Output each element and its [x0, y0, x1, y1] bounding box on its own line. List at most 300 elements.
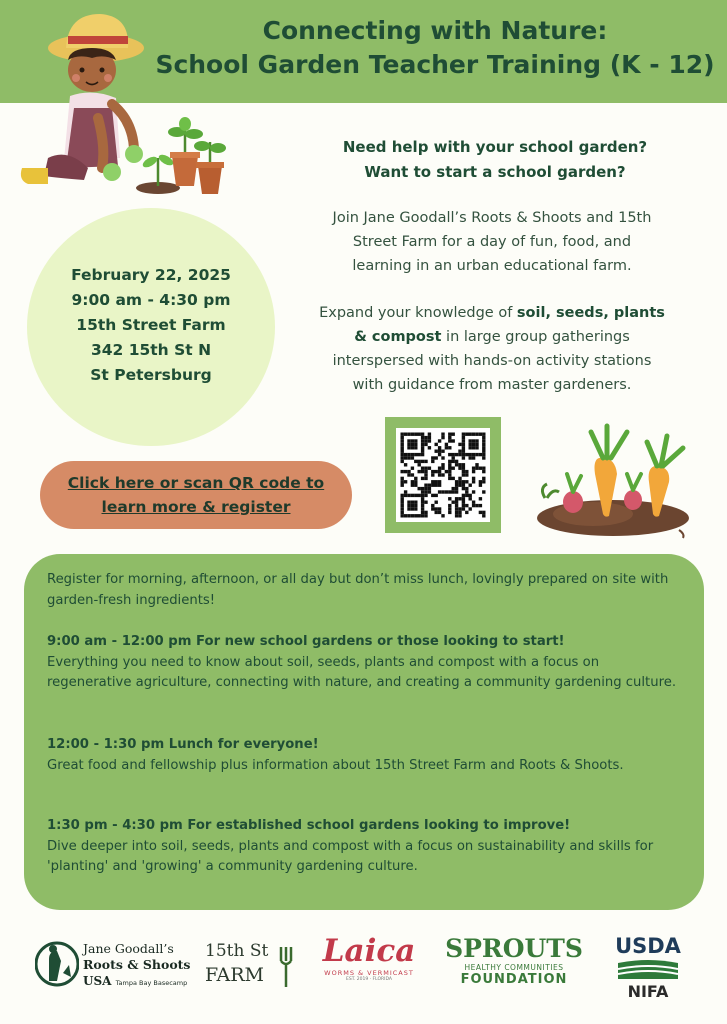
qr-module — [455, 490, 458, 493]
qr-module — [469, 484, 472, 487]
qr-module — [441, 450, 444, 453]
qr-module — [438, 490, 441, 493]
expand-bold: soil, seeds, plants — [516, 305, 665, 321]
qr-module — [462, 504, 465, 507]
qr-module — [431, 507, 434, 510]
qr-module — [462, 463, 465, 466]
qr-module — [452, 477, 455, 480]
qr-module — [482, 480, 485, 483]
qr-module — [435, 456, 438, 459]
qr-module — [418, 463, 421, 466]
cta-line-1: Click here or scan QR code to — [67, 474, 325, 492]
usda-field-icon — [618, 959, 678, 979]
qr-module — [438, 507, 441, 510]
qr-module — [479, 484, 482, 487]
qr-module — [411, 484, 414, 487]
title-line-2: School Garden Teacher Training (K - 12) — [155, 50, 715, 79]
qr-module — [401, 497, 404, 500]
qr-module — [462, 450, 465, 453]
jg-usda: USA — [83, 974, 112, 988]
qr-module — [462, 480, 465, 483]
qr-module — [445, 470, 448, 473]
qr-module — [458, 514, 461, 517]
qr-module — [418, 470, 421, 473]
roots-shoots-logo — [35, 937, 190, 991]
qr-module — [404, 514, 407, 517]
qr-module — [479, 453, 482, 456]
qr-module — [404, 490, 407, 493]
qr-module — [441, 436, 444, 439]
qr-module — [448, 473, 451, 476]
qr-module — [404, 480, 407, 483]
qr-module — [431, 494, 434, 497]
qr-module — [479, 467, 482, 470]
qr-module — [407, 453, 410, 456]
qr-module — [407, 433, 410, 436]
qr-module — [458, 511, 461, 514]
qr-module — [428, 484, 431, 487]
qr-module — [401, 477, 404, 480]
qr-module — [401, 433, 404, 436]
schedule-intro: Register for morning, afternoon, or all day but don’t miss lunch, lovingly prepared on site with garden-fresh ingredients! — [47, 572, 669, 608]
qr-module — [418, 433, 421, 436]
qr-module — [438, 470, 441, 473]
qr-module — [465, 470, 468, 473]
qr-module — [452, 433, 455, 436]
qr-module — [428, 436, 431, 439]
qr-module — [404, 456, 407, 459]
session-lunch-title: 12:00 - 1:30 pm Lunch for everyone! — [47, 737, 319, 752]
laica-logo — [318, 933, 420, 997]
qr-module — [435, 450, 438, 453]
qr-module — [462, 470, 465, 473]
qr-module — [431, 470, 434, 473]
qr-module — [424, 439, 427, 442]
page-title — [150, 14, 720, 82]
qr-module — [455, 507, 458, 510]
qr-module — [411, 456, 414, 459]
qr-module — [482, 439, 485, 442]
qr-module — [435, 511, 438, 514]
qr-module — [431, 484, 434, 487]
session-afternoon-body: Dive deeper into soil, seeds, plants and compost with a focus on sustainability and skills for 'planting' and 'growing' a community gardening culture. — [47, 838, 654, 874]
qr-module — [455, 480, 458, 483]
qr-module — [414, 494, 417, 497]
qr-module — [458, 463, 461, 466]
qr-module — [424, 443, 427, 446]
qr-module — [418, 460, 421, 463]
qr-module — [424, 501, 427, 504]
qr-module — [401, 511, 404, 514]
qr-module — [475, 433, 478, 436]
qr-module — [458, 453, 461, 456]
qr-module — [445, 490, 448, 493]
qr-module — [472, 501, 475, 504]
qr-module — [448, 507, 451, 510]
qr-module — [455, 460, 458, 463]
qr-module — [452, 487, 455, 490]
jg-sub: Tampa Bay Basecamp — [115, 979, 188, 987]
qr-module — [458, 484, 461, 487]
qr-module — [482, 456, 485, 459]
roots-shoots-emblem-icon — [35, 937, 79, 991]
qr-module — [462, 439, 465, 442]
qr-module — [404, 453, 407, 456]
qr-module — [438, 484, 441, 487]
qr-module — [411, 433, 414, 436]
qr-module — [472, 443, 475, 446]
qr-module — [455, 511, 458, 514]
qr-module — [469, 453, 472, 456]
qr-module — [452, 460, 455, 463]
qr-module — [428, 446, 431, 449]
qr-module — [438, 511, 441, 514]
qr-module — [465, 453, 468, 456]
session-afternoon — [47, 816, 687, 878]
qr-module — [435, 494, 438, 497]
event-city: St Petersburg — [90, 366, 212, 384]
qr-module — [424, 494, 427, 497]
qr-module — [424, 467, 427, 470]
qr-module — [401, 453, 404, 456]
expand-bold-2: & compost — [354, 329, 442, 345]
qr-module — [421, 470, 424, 473]
expand-line-3: interspersed with hands-on activity stations — [332, 353, 652, 369]
qr-module — [401, 470, 404, 473]
qr-module — [482, 490, 485, 493]
qr-module — [431, 473, 434, 476]
qr-module — [441, 467, 444, 470]
qr-module — [448, 463, 451, 466]
qr-module — [472, 504, 475, 507]
jg-line-1: Jane Goodall’s — [83, 941, 174, 956]
qr-module — [482, 514, 485, 517]
qr-module — [407, 470, 410, 473]
qr-module — [418, 487, 421, 490]
gardener-illustration — [8, 8, 228, 198]
qr-module — [455, 484, 458, 487]
qr-module — [482, 450, 485, 453]
qr-module — [421, 453, 424, 456]
qr-module — [472, 470, 475, 473]
qr-module — [479, 497, 482, 500]
qr-module — [452, 490, 455, 493]
qr-module — [458, 497, 461, 500]
title-line-1: Connecting with Nature: — [262, 16, 608, 45]
question-1: Need help with your school garden? — [342, 138, 648, 156]
join-paragraph — [292, 206, 692, 278]
event-details — [27, 263, 275, 388]
qr-module — [421, 443, 424, 446]
qr-module — [414, 439, 417, 442]
qr-module — [452, 456, 455, 459]
intro-questions — [300, 135, 690, 185]
15th-street-farm-logo — [203, 941, 298, 993]
qr-module — [475, 446, 478, 449]
qr-module — [462, 436, 465, 439]
qr-module — [455, 514, 458, 517]
qr-module — [475, 504, 478, 507]
expand-line-2 — [292, 325, 692, 349]
qr-module — [472, 480, 475, 483]
qr-module — [482, 511, 485, 514]
qr-module — [465, 490, 468, 493]
qr-module — [438, 473, 441, 476]
qr-module — [441, 433, 444, 436]
qr-module — [469, 494, 472, 497]
qr-module — [472, 439, 475, 442]
event-venue: 15th Street Farm — [76, 316, 226, 334]
qr-module — [411, 494, 414, 497]
qr-module — [445, 443, 448, 446]
qr-module — [401, 504, 404, 507]
qr-module — [401, 494, 404, 497]
qr-module — [401, 446, 404, 449]
qr-module — [411, 501, 414, 504]
qr-module — [411, 467, 414, 470]
qr-module — [424, 511, 427, 514]
qr-module — [404, 463, 407, 466]
qr-module — [424, 514, 427, 517]
qr-module — [455, 504, 458, 507]
qr-module — [421, 487, 424, 490]
qr-module — [421, 446, 424, 449]
qr-module — [407, 504, 410, 507]
session-morning — [47, 632, 687, 694]
qr-module — [424, 490, 427, 493]
qr-module — [482, 443, 485, 446]
qr-module — [411, 480, 414, 483]
qr-module — [418, 494, 421, 497]
qr-module — [424, 460, 427, 463]
qr-module — [411, 507, 414, 510]
qr-module — [479, 433, 482, 436]
expand-rest-1: in large group gatherings — [441, 329, 630, 345]
qr-module — [404, 470, 407, 473]
fork-icon — [277, 945, 295, 989]
qr-module — [458, 467, 461, 470]
join-line-3: learning in an urban educational farm. — [352, 258, 632, 274]
qr-module — [482, 467, 485, 470]
qr-module — [482, 433, 485, 436]
qr-module — [421, 477, 424, 480]
qr-code[interactable] — [385, 417, 501, 533]
sprouts-sub: HEALTHY COMMUNITIES — [464, 963, 564, 972]
qr-module — [428, 490, 431, 493]
qr-module — [482, 453, 485, 456]
qr-module — [448, 511, 451, 514]
qr-module — [401, 436, 404, 439]
qr-module — [448, 477, 451, 480]
qr-module — [441, 473, 444, 476]
qr-module — [455, 501, 458, 504]
qr-module — [421, 504, 424, 507]
qr-module — [421, 514, 424, 517]
qr-module — [435, 501, 438, 504]
qr-module — [472, 453, 475, 456]
laica-name: Laica — [322, 933, 416, 969]
qr-module — [414, 501, 417, 504]
expand-start: Expand your knowledge of — [319, 305, 517, 321]
expand-line-4: with guidance from master gardeners. — [352, 377, 632, 393]
qr-module — [404, 494, 407, 497]
qr-module — [401, 439, 404, 442]
farm-line-2: FARM — [205, 964, 265, 986]
session-morning-body: Everything you need to know about soil, seeds, plants and compost with a focus on regenerative agriculture, connecting with nature, and creating a community gardening culture. — [47, 654, 677, 690]
qr-module — [407, 507, 410, 510]
sprouts-foundation: FOUNDATION — [460, 972, 568, 987]
jg-line-2: Roots & Shoots — [83, 957, 191, 972]
qr-module — [428, 439, 431, 442]
qr-module — [401, 450, 404, 453]
qr-module — [431, 456, 434, 459]
qr-module — [475, 453, 478, 456]
qr-module — [469, 456, 472, 459]
qr-module — [458, 477, 461, 480]
qr-module — [414, 446, 417, 449]
qr-module — [469, 443, 472, 446]
qr-module — [469, 507, 472, 510]
session-afternoon-title: 1:30 pm - 4:30 pm For established school gardens looking to improve! — [47, 818, 571, 833]
qr-module — [441, 490, 444, 493]
qr-module — [452, 467, 455, 470]
qr-module — [428, 467, 431, 470]
qr-module — [424, 473, 427, 476]
usda-text: USDA — [615, 934, 681, 958]
qr-module — [448, 497, 451, 500]
qr-module — [455, 463, 458, 466]
qr-module — [421, 507, 424, 510]
qr-module — [414, 477, 417, 480]
qr-module — [421, 511, 424, 514]
qr-module — [411, 439, 414, 442]
qr-module — [401, 507, 404, 510]
qr-module — [401, 480, 404, 483]
qr-module — [411, 473, 414, 476]
qr-module — [421, 433, 424, 436]
qr-module — [428, 433, 431, 436]
qr-module — [411, 514, 414, 517]
qr-module — [435, 484, 438, 487]
qr-module — [448, 436, 451, 439]
qr-module — [465, 504, 468, 507]
sprouts-name: SPROUTS — [445, 934, 583, 963]
qr-module — [414, 453, 417, 456]
qr-module — [448, 504, 451, 507]
qr-module — [475, 467, 478, 470]
qr-module — [414, 443, 417, 446]
event-date: February 22, 2025 — [71, 266, 231, 284]
qr-pattern — [396, 428, 490, 522]
qr-module — [469, 446, 472, 449]
qr-module — [407, 473, 410, 476]
qr-module — [414, 484, 417, 487]
qr-module — [462, 453, 465, 456]
usda-nifa-logo — [612, 935, 684, 1007]
jg-line-3 — [83, 974, 187, 988]
qr-module — [472, 490, 475, 493]
session-lunch — [47, 735, 687, 776]
qr-module — [401, 443, 404, 446]
qr-module — [472, 467, 475, 470]
qr-module — [424, 470, 427, 473]
qr-module — [431, 480, 434, 483]
qr-module — [472, 446, 475, 449]
qr-module — [462, 507, 465, 510]
qr-module — [438, 480, 441, 483]
qr-module — [438, 439, 441, 442]
qr-module — [482, 470, 485, 473]
qr-module — [404, 433, 407, 436]
qr-module — [479, 480, 482, 483]
qr-module — [421, 467, 424, 470]
qr-module — [407, 514, 410, 517]
laica-est: EST. 2019 · FLORIDA — [346, 977, 392, 982]
register-link-button[interactable] — [40, 461, 352, 529]
qr-module — [452, 501, 455, 504]
expand-line-1 — [292, 301, 692, 325]
qr-module — [475, 463, 478, 466]
qr-module — [438, 453, 441, 456]
qr-module — [438, 446, 441, 449]
join-line-2: Street Farm for a day of fun, food, and — [352, 234, 632, 250]
qr-module — [428, 487, 431, 490]
qr-module — [421, 460, 424, 463]
qr-module — [441, 456, 444, 459]
qr-module — [431, 460, 434, 463]
sponsor-logos — [0, 925, 727, 1024]
qr-module — [411, 446, 414, 449]
farm-line-1: 15th St — [205, 941, 269, 961]
qr-module — [462, 467, 465, 470]
qr-module — [462, 484, 465, 487]
qr-module — [452, 439, 455, 442]
qr-module — [421, 494, 424, 497]
qr-module — [465, 473, 468, 476]
qr-module — [448, 467, 451, 470]
qr-module — [418, 453, 421, 456]
qr-module — [448, 490, 451, 493]
qr-module — [414, 507, 417, 510]
qr-module — [465, 433, 468, 436]
qr-module — [421, 450, 424, 453]
qr-module — [458, 450, 461, 453]
qr-module — [424, 477, 427, 480]
qr-module — [414, 433, 417, 436]
qr-module — [465, 494, 468, 497]
qr-module — [475, 439, 478, 442]
qr-module — [421, 439, 424, 442]
qr-module — [401, 460, 404, 463]
qr-module — [448, 470, 451, 473]
qr-module — [472, 433, 475, 436]
qr-module — [441, 514, 444, 517]
qr-module — [452, 453, 455, 456]
qr-module — [458, 443, 461, 446]
qr-module — [448, 446, 451, 449]
qr-module — [421, 490, 424, 493]
event-time: 9:00 am - 4:30 pm — [71, 291, 231, 309]
qr-module — [448, 439, 451, 442]
qr-module — [435, 480, 438, 483]
qr-module — [465, 480, 468, 483]
qr-module — [438, 467, 441, 470]
qr-module — [448, 433, 451, 436]
qr-module — [462, 494, 465, 497]
qr-module — [475, 443, 478, 446]
qr-module — [482, 477, 485, 480]
qr-module — [455, 487, 458, 490]
